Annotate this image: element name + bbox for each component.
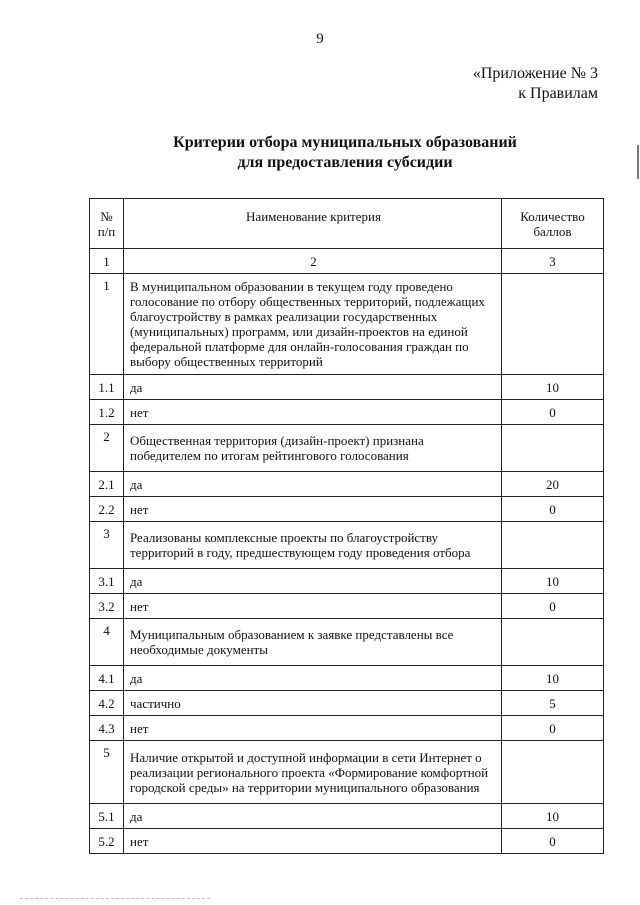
- table-row: [90, 425, 604, 472]
- row-points: [502, 619, 604, 666]
- table-row: [90, 274, 604, 375]
- footer-line: [20, 898, 210, 900]
- row-points: 10: [502, 666, 604, 691]
- title-line-2: для предоставления субсидии: [237, 154, 453, 171]
- row-num: 4.3: [90, 716, 124, 741]
- row-points: [502, 741, 604, 804]
- row-criterion: Муниципальным образованием к заявке представлены все необходимые документы: [124, 619, 502, 666]
- row-criterion: нет: [124, 497, 502, 522]
- row-points: 0: [502, 829, 604, 854]
- row-criterion: да: [124, 804, 502, 829]
- row-points: 0: [502, 497, 604, 522]
- table-row: [90, 666, 604, 691]
- row-criterion: нет: [124, 400, 502, 425]
- document-title: [0, 133, 640, 173]
- table-header-row: [90, 199, 604, 249]
- page-number: 9: [316, 31, 324, 47]
- row-points: 0: [502, 716, 604, 741]
- row-criterion: нет: [124, 716, 502, 741]
- header-points: Количество баллов: [502, 199, 604, 249]
- row-criterion: да: [124, 569, 502, 594]
- row-num: 3: [90, 522, 124, 569]
- table-row: [90, 375, 604, 400]
- row-points: 0: [502, 400, 604, 425]
- table-row: [90, 400, 604, 425]
- row-points: 10: [502, 375, 604, 400]
- row-points: [502, 522, 604, 569]
- table-row: [90, 804, 604, 829]
- table-row: [90, 829, 604, 854]
- row-num: 5.1: [90, 804, 124, 829]
- row-points: 0: [502, 594, 604, 619]
- header-num: № п/п: [90, 199, 124, 249]
- table-index-row: [90, 249, 604, 274]
- row-points: 5: [502, 691, 604, 716]
- row-num: 2.2: [90, 497, 124, 522]
- row-num: 1.2: [90, 400, 124, 425]
- table-row: [90, 497, 604, 522]
- row-points: [502, 274, 604, 375]
- row-points: [502, 425, 604, 472]
- row-points: 10: [502, 569, 604, 594]
- row-criterion: частично: [124, 691, 502, 716]
- title-line-1: Критерии отбора муниципальных образований: [173, 134, 517, 151]
- row-criterion: нет: [124, 594, 502, 619]
- row-criterion: да: [124, 666, 502, 691]
- row-num: 5: [90, 741, 124, 804]
- row-num: 5.2: [90, 829, 124, 854]
- row-criterion: нет: [124, 829, 502, 854]
- row-num: 2.1: [90, 472, 124, 497]
- row-num: 4: [90, 619, 124, 666]
- table-row: [90, 619, 604, 666]
- row-num: 3.2: [90, 594, 124, 619]
- row-num: 3.1: [90, 569, 124, 594]
- row-num: 4.2: [90, 691, 124, 716]
- row-criterion: Наличие открытой и доступной информации в сети Интернет о реализации регионального проекта «Формирование комфортной городской среды» на территории муниципального образования: [124, 741, 502, 804]
- row-points: 20: [502, 472, 604, 497]
- index-points: 3: [502, 249, 604, 274]
- index-num: 1: [90, 249, 124, 274]
- table-row: [90, 741, 604, 804]
- index-name: 2: [124, 249, 502, 274]
- table-row: [90, 691, 604, 716]
- row-criterion: Реализованы комплексные проекты по благоустройству территорий в году, предшествующем году проведения отбора: [124, 522, 502, 569]
- row-criterion: да: [124, 375, 502, 400]
- table-row: [90, 472, 604, 497]
- row-num: 4.1: [90, 666, 124, 691]
- criteria-table: [89, 198, 604, 854]
- row-num: 2: [90, 425, 124, 472]
- row-criterion: да: [124, 472, 502, 497]
- row-num: 1.1: [90, 375, 124, 400]
- table-row: [90, 594, 604, 619]
- table-row: [90, 569, 604, 594]
- table-row: [90, 716, 604, 741]
- header-name: Наименование критерия: [124, 199, 502, 249]
- row-num: 1: [90, 274, 124, 375]
- table-row: [90, 522, 604, 569]
- row-criterion: Общественная территория (дизайн-проект) признана победителем по итогам рейтингового голосования: [124, 425, 502, 472]
- appendix-reference: [473, 64, 598, 104]
- appendix-line-2: к Правилам: [518, 85, 598, 102]
- appendix-line-1: «Приложение № 3: [472, 65, 598, 82]
- margin-mark: [637, 145, 639, 179]
- row-points: 10: [502, 804, 604, 829]
- row-criterion: В муниципальном образовании в текущем году проведено голосование по отбору общественных территорий, подлежащих благоустройству в рамках реализации государственных (муниципальных) программ, или дизайн-проектов на единой федеральной платформе для онлайн-голосования граждан по выбору общественных территорий: [124, 274, 502, 375]
